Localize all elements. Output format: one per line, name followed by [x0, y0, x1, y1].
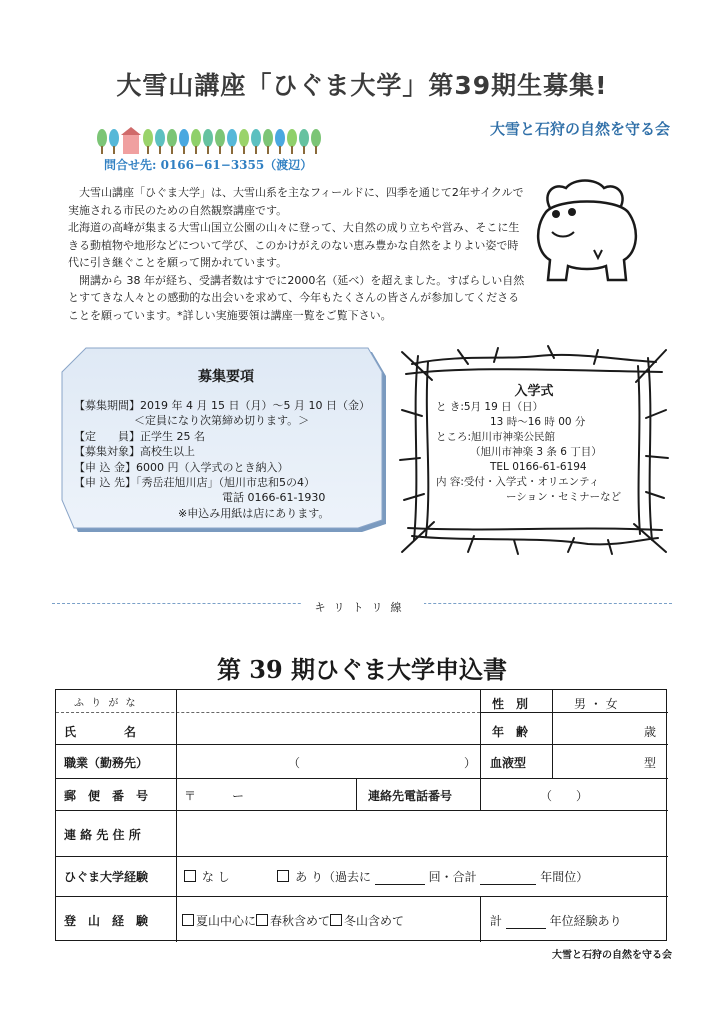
ceremony-venue: ところ:旭川市神楽公民館	[436, 431, 556, 443]
ceremony-title: 入学式	[514, 384, 554, 399]
climb-summer-label: 夏山中心に	[196, 914, 257, 928]
experience-years-label: 年間位）	[540, 870, 589, 884]
checkbox-summer[interactable]	[182, 914, 194, 926]
application-form	[55, 689, 667, 941]
ceremony-panel	[398, 340, 670, 562]
recruitment-capacity: 【定 員】正学生 25 名	[74, 429, 205, 443]
recruitment-apply-phone: 電話 0166-61-1930	[222, 491, 326, 505]
occupation-input[interactable]	[180, 748, 476, 774]
experience-label: ひぐま大学経験	[64, 870, 149, 884]
intro-paragraph: 大雪山講座「ひぐま大学」は、大雪山系を主なフィールドに、四季を通じて2年サイクルで実施される市民のための自然観察講座です。	[68, 186, 524, 217]
checkbox-yes[interactable]	[277, 870, 289, 882]
name-label: 氏 名	[64, 725, 137, 739]
climb-total-label: 計	[490, 914, 503, 928]
recruitment-title: 募集要項	[198, 369, 254, 385]
experience-yes-label: あ り（過去に	[295, 870, 371, 884]
recruitment-period: 【募集期間】2019 年 4 月 15 日（月）〜5 月 10 日（金）	[74, 399, 370, 412]
occupation-paren-close: ）	[464, 756, 477, 770]
occupation-label: 職業（勤務先）	[64, 756, 149, 770]
address-label: 連 絡 先 住 所	[64, 828, 141, 842]
contact-info: 問合せ先: 0166−61−3355（渡辺）	[104, 158, 313, 172]
phone-label: 連絡先電話番号	[368, 789, 453, 803]
organization-name: 大雪と石狩の自然を守る会	[489, 120, 670, 138]
blood-type-unit: 型	[644, 756, 657, 770]
ceremony-tel: TEL 0166-61-6194	[490, 461, 587, 473]
climbing-total	[490, 912, 622, 929]
tree-icon	[97, 127, 321, 154]
cut-line-label: キリトリ線	[0, 596, 724, 615]
climbing-label: 登 山 経 験	[64, 914, 149, 928]
furigana-label: ふ り が な	[74, 698, 138, 709]
ceremony-time: 13 時〜16 時 00 分	[490, 416, 586, 428]
intro-paragraph: 北海道の高峰が集まる大雪山国立公園の山々に登って、大自然の成り立ちや営み、そこに生きる動植物や地形などについて学び、このかけがえのない恵み豊かな自然をよりよい姿で時代に引き継ぐことを願って開かれています。	[68, 221, 520, 269]
recruitment-apply-note: ※申込み用紙は店にあります。	[178, 506, 330, 520]
experience-none-label: な し	[201, 870, 230, 884]
occupation-paren-open: （	[288, 756, 301, 770]
blood-type-label: 血液型	[490, 756, 527, 770]
recruitment-target: 【募集対象】高校生以上	[74, 445, 195, 459]
postal-code-label: 郵 便 番 号	[64, 789, 149, 803]
climb-years-label: 年位経験あり	[549, 914, 622, 928]
postal-code-input[interactable]: 〒 ー	[184, 789, 245, 803]
checkbox-spring-autumn[interactable]	[256, 914, 268, 926]
ceremony-content-2: ーション・セミナーなど	[506, 491, 622, 503]
experience-times-input[interactable]	[375, 872, 425, 885]
bear-icon	[522, 168, 652, 298]
trees-illustration	[96, 126, 326, 156]
form-title: 第 39 期ひぐま大学申込書	[216, 655, 508, 684]
experience-times-label: 回・合計	[428, 870, 477, 884]
phone-input[interactable]: （ ）	[540, 789, 589, 803]
page-title: 大雪山講座「ひぐま大学」第39期生募集!	[116, 71, 608, 100]
checkbox-none[interactable]	[184, 870, 196, 882]
intro-paragraph: 開講から 38 年が経ち、受講者数はすでに2000名（延べ）を超えました。すばらしい自然とすてきな人々との感動的な出会いを求めて、今年もたくさんの皆さんが参加してくださることを願っています。*詳しい実施要領は講座一覧をご覧下さい。	[68, 273, 525, 322]
ceremony-content: 内 容:受付・入学式・オリエンティ	[436, 476, 600, 488]
recruitment-fee: 【申 込 金】6000 円（入学式のとき納入）	[74, 460, 289, 474]
furigana-input[interactable]	[178, 691, 478, 711]
age-label: 年 齢	[492, 725, 529, 739]
age-unit: 歳	[644, 725, 657, 739]
ceremony-date: と き:5月 19 日（日）	[436, 401, 544, 413]
climb-years-input[interactable]	[506, 916, 546, 929]
address-input[interactable]	[180, 814, 664, 852]
recruitment-panel	[60, 346, 392, 536]
climbing-options	[182, 912, 404, 929]
recruitment-period-note: ＜定員になり次第締め切ります。＞	[134, 414, 310, 428]
ceremony-address: （旭川市神楽 3 条 6 丁目）	[470, 446, 602, 458]
experience-years-input[interactable]	[480, 872, 536, 885]
name-input[interactable]	[178, 714, 478, 742]
experience-options	[184, 868, 588, 885]
gender-options[interactable]: 男 ・ 女	[574, 697, 618, 711]
climb-spring-autumn-label: 春秋含めて	[270, 914, 331, 928]
footer-organization: 大雪と石狩の自然を守る会	[552, 950, 672, 961]
climb-winter-label: 冬山含めて	[344, 914, 405, 928]
intro-text	[68, 184, 528, 324]
gender-label: 性 別	[492, 697, 529, 711]
checkbox-winter[interactable]	[330, 914, 342, 926]
recruitment-apply-to: 【申 込 先】「秀岳荘旭川店」（旭川市忠和5の4）	[74, 476, 315, 490]
